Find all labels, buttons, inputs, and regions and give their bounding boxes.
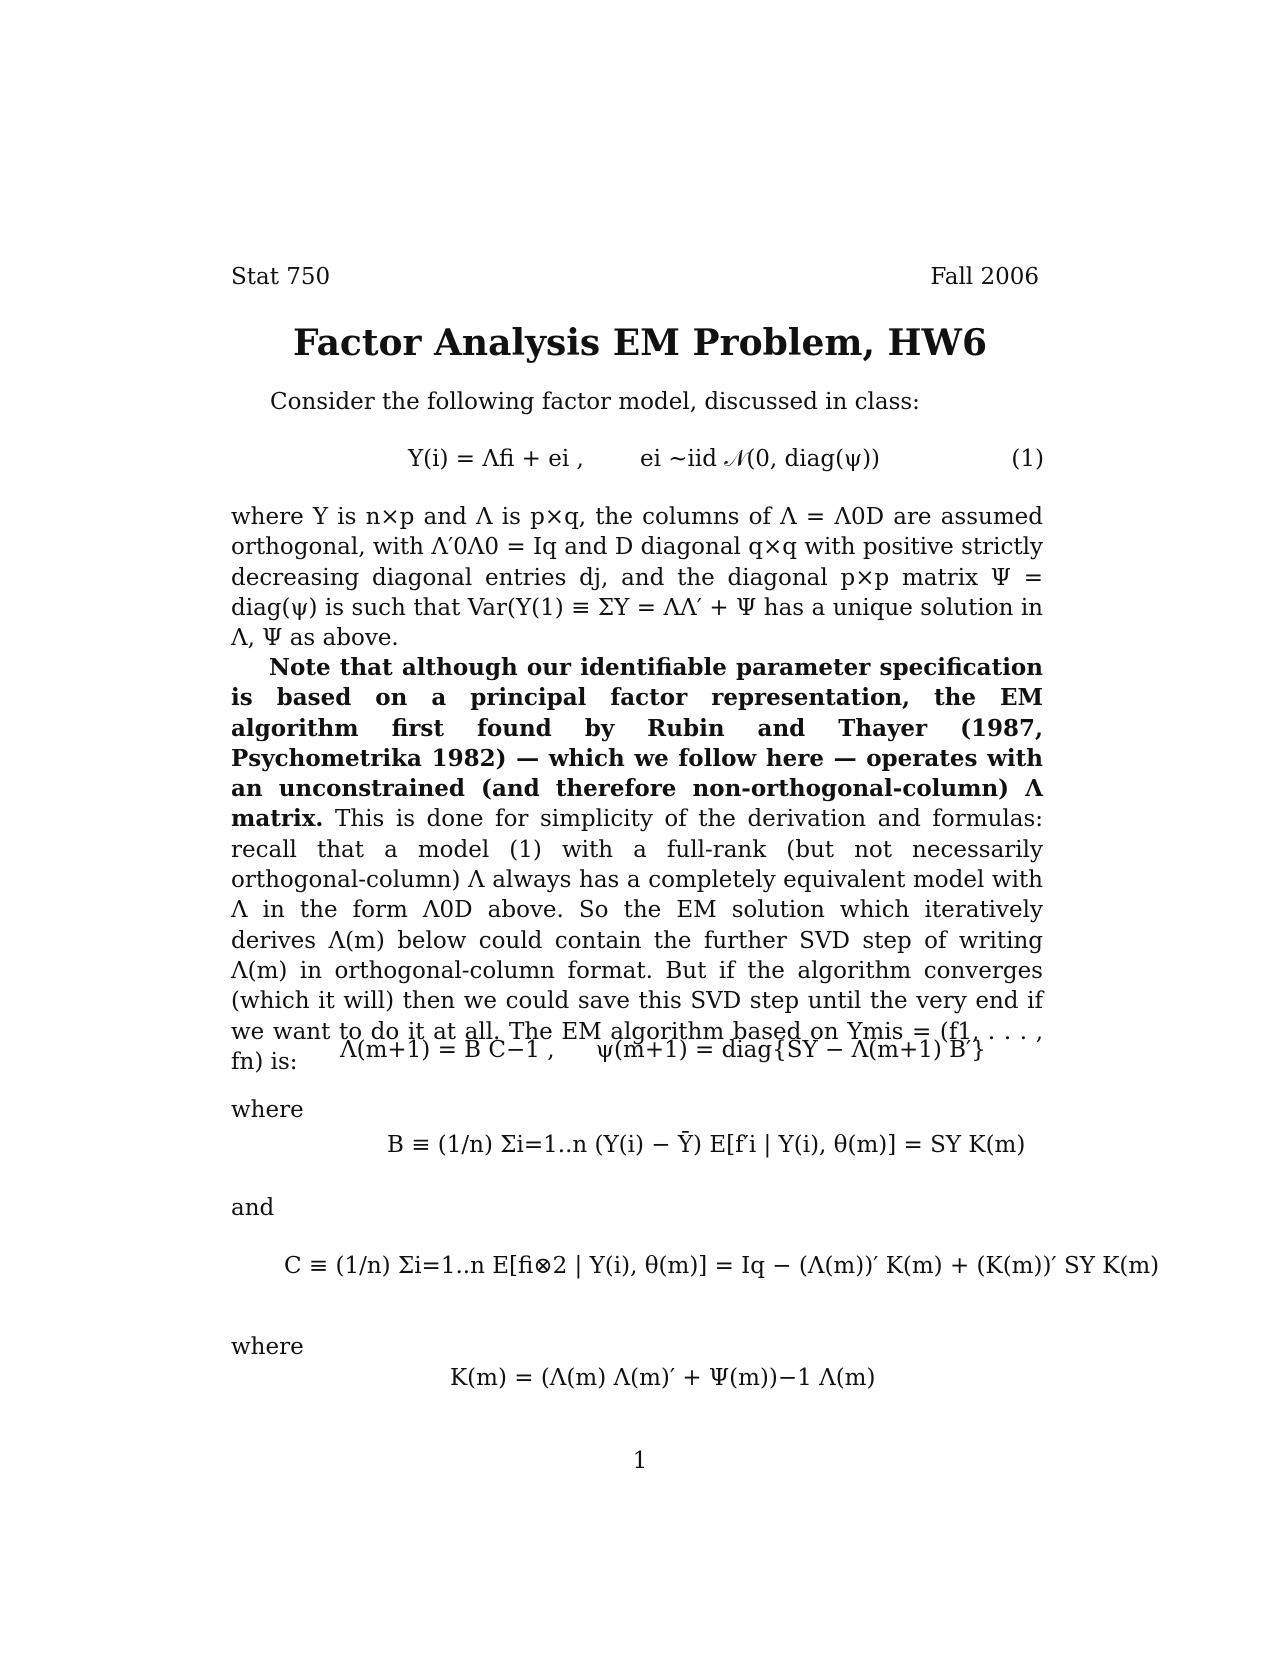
label-where-1: where [231, 1097, 304, 1123]
paragraph-1: where Y is n×p and Λ is p×q, the columns of Λ = Λ0D are assumed orthogonal, with Λ′0Λ0 = Iq and D diagonal q×q with positive strictly decreasing diagonal entries dj, and the diagonal p×p matrix Ψ = diag(ψ) is such that Var(Y(1) ≡ ΣY = ΛΛ′ + Ψ has a unique solution in Λ, Ψ as above. [231, 504, 1043, 652]
label-and: and [231, 1195, 275, 1221]
paragraph-2 [231, 653, 1043, 1077]
equation-3: B ≡ (1/n) Σi=1..n (Y(i) − Ȳ) E[f′i | Y(i), θ(m)] = SY K(m) [387, 1132, 1026, 1158]
page-number: 1 [632, 1448, 648, 1474]
paragraph-2-bold: Note that although our identifiable parameter specification is based on a principal factor representation, the EM algorithm first found by Rubin and Thayer (1987, Psychometrika 1982) — which we follow here — operates with an unconstrained (and therefore non-orthogonal-column) Λ matrix. [231, 654, 1043, 833]
equation-1-number: (1) [1011, 446, 1044, 472]
paragraph-2-rest: This is done for simplicity of the derivation and formulas: recall that a model (1) with a full-rank (but not necessarily orthogonal-column) Λ always has a completely equivalent model with Λ in the form Λ0D above. So the EM solution which iteratively derives Λ(m) below could contain the further SVD step of writing Λ(m) in orthogonal-column format. But if the algorithm converges (which it will) then we could save this SVD step until the very end if we want to do it at all. The EM algorithm based on Ymis = (f1, . . . , fn) is: [231, 806, 1044, 1075]
term-label: Fall 2006 [930, 264, 1039, 290]
equation-2-lhs: Λ(m+1) = B C−1 , [340, 1037, 555, 1063]
label-where-2: where [231, 1334, 304, 1360]
course-label: Stat 750 [231, 264, 331, 290]
equation-5: K(m) = (Λ(m) Λ(m)′ + Ψ(m))−1 Λ(m) [450, 1365, 876, 1391]
equation-4: C ≡ (1/n) Σi=1..n E[fi⊗2 | Y(i), θ(m)] = Iq − (Λ(m))′ K(m) + (K(m))′ SY K(m) [284, 1253, 1160, 1279]
equation-2-rhs: ψ(m+1) = diag{SY − Λ(m+1) B′} [596, 1037, 986, 1063]
page-header [231, 264, 1039, 298]
equation-1-lhs: Y(i) = Λfi + ei , [408, 446, 584, 472]
document-title: Factor Analysis EM Problem, HW6 [292, 322, 988, 364]
equation-1-rhs: ei ~iid 𝒩(0, diag(ψ)) [640, 446, 881, 472]
intro-text: Consider the following factor model, discussed in class: [270, 389, 920, 415]
